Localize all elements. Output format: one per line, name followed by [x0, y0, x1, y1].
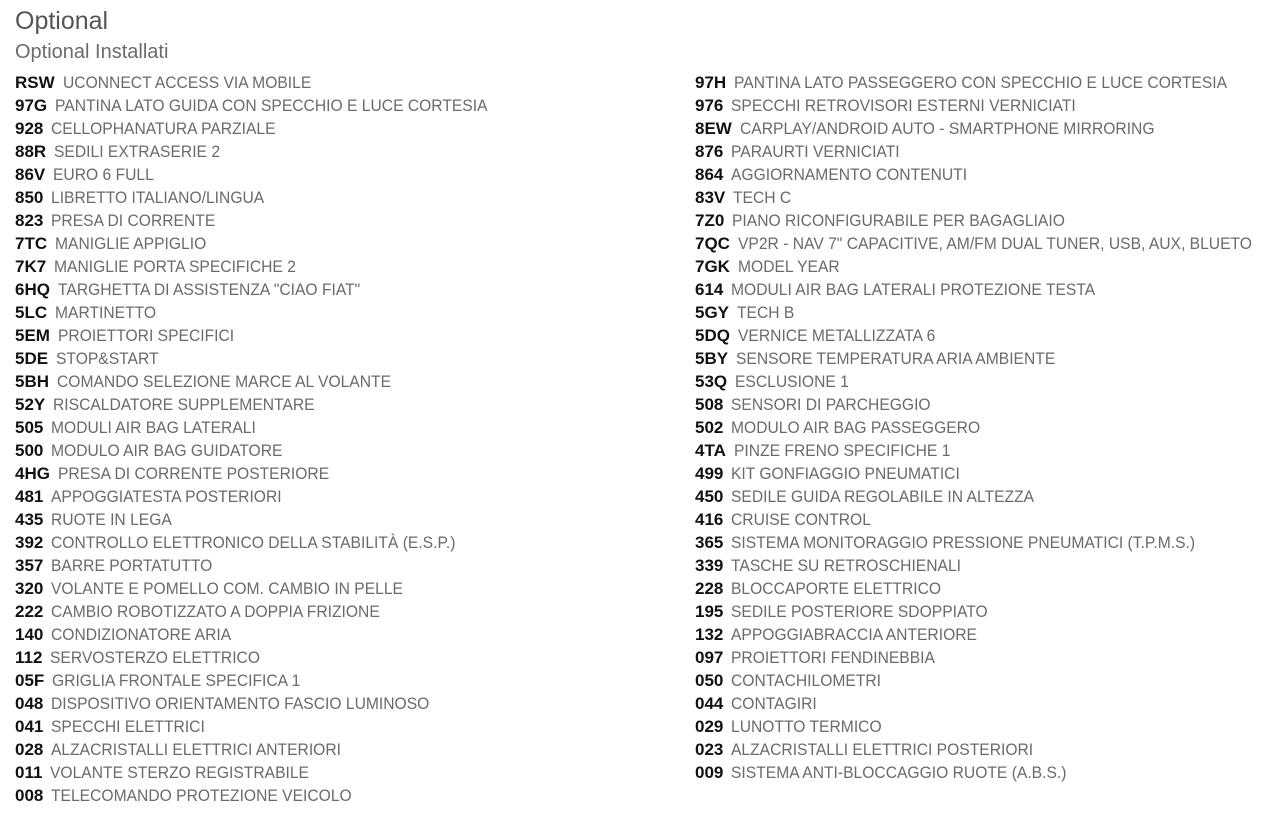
- option-description: ALZACRISTALLI ELETTRICI POSTERIORI: [731, 740, 1034, 759]
- option-description: SEDILE POSTERIORE SDOPPIATO: [731, 602, 989, 621]
- option-code: 140: [15, 625, 44, 644]
- list-item: [695, 186, 1270, 209]
- option-code: 435: [15, 510, 44, 529]
- option-code: 112: [15, 648, 43, 667]
- list-item: [695, 393, 1270, 416]
- option-code: 4HG: [15, 464, 50, 483]
- option-code: 8EW: [695, 119, 732, 138]
- option-description: CONTAGIRI: [731, 694, 818, 713]
- option-description: SENSORI DI PARCHEGGIO: [731, 395, 931, 414]
- list-item: [695, 439, 1270, 462]
- option-description: MANIGLIE PORTA SPECIFICHE 2: [54, 257, 297, 276]
- option-code: 508: [695, 395, 724, 414]
- option-code: 5DQ: [695, 326, 730, 345]
- list-item: [15, 393, 695, 416]
- list-item: [15, 439, 695, 462]
- option-description: PIANO RICONFIGURABILE PER BAGAGLIAIO: [732, 211, 1066, 230]
- option-code: 500: [15, 441, 44, 460]
- option-code: 097: [695, 648, 724, 667]
- option-code: 4TA: [695, 441, 726, 460]
- option-code: 7GK: [695, 257, 730, 276]
- option-code: 5LC: [15, 303, 48, 322]
- option-code: 614: [695, 280, 724, 299]
- option-code: 7Z0: [695, 211, 725, 230]
- option-description: PANTINA LATO GUIDA CON SPECCHIO E LUCE CORTESIA: [55, 96, 488, 115]
- option-description: TASCHE SU RETROSCHIENALI: [731, 556, 962, 575]
- option-code: 97H: [695, 73, 727, 92]
- option-code: 5DE: [15, 349, 49, 368]
- list-item: [15, 692, 695, 715]
- list-item: [15, 117, 695, 140]
- list-item: [695, 715, 1270, 738]
- option-code: 365: [695, 533, 724, 552]
- option-description: SISTEMA ANTI-BLOCCAGGIO RUOTE (A.B.S.): [731, 763, 1067, 782]
- list-item: [15, 462, 695, 485]
- list-item: [695, 416, 1270, 439]
- option-description: STOP&START: [56, 349, 159, 368]
- list-item: [695, 209, 1270, 232]
- option-code: 53Q: [695, 372, 728, 391]
- option-description: GRIGLIA FRONTALE SPECIFICA 1: [52, 671, 301, 690]
- option-code: 228: [695, 579, 724, 598]
- option-description: VOLANTE E POMELLO COM. CAMBIO IN PELLE: [51, 579, 404, 598]
- option-description: TARGHETTA DI ASSISTENZA "CIAO FIAT": [57, 280, 361, 299]
- list-item: [15, 669, 695, 692]
- list-item: [695, 140, 1270, 163]
- option-description: APPOGGIATESTA POSTERIORI: [51, 487, 282, 506]
- option-code: 5BY: [695, 349, 729, 368]
- option-description: SEDILE GUIDA REGOLABILE IN ALTEZZA: [731, 487, 1035, 506]
- list-item: [15, 255, 695, 278]
- option-code: 009: [695, 763, 724, 782]
- option-code: 028: [15, 740, 44, 759]
- option-code: 132: [695, 625, 724, 644]
- option-description: CONDIZIONATORE ARIA: [51, 625, 232, 644]
- option-code: 86V: [15, 165, 46, 184]
- list-item: [695, 738, 1270, 761]
- option-description: SERVOSTERZO ELETTRICO: [50, 648, 261, 667]
- option-description: CONTROLLO ELETTRONICO DELLA STABILITÀ (E.S.P.): [51, 533, 456, 552]
- option-description: MODULO AIR BAG GUIDATORE: [51, 441, 283, 460]
- list-item: [695, 163, 1270, 186]
- option-description: EURO 6 FULL: [53, 165, 155, 184]
- option-description: SEDILI EXTRASERIE 2: [54, 142, 221, 161]
- list-item: [15, 623, 695, 646]
- list-item: [15, 600, 695, 623]
- option-code: 044: [695, 694, 724, 713]
- list-item: [15, 554, 695, 577]
- list-item: [695, 669, 1270, 692]
- option-code: 97G: [15, 96, 48, 115]
- list-item: [15, 301, 695, 324]
- list-item: [695, 94, 1270, 117]
- option-code: 023: [695, 740, 724, 759]
- list-item: [15, 278, 695, 301]
- option-description: BARRE PORTATUTTO: [51, 556, 213, 575]
- option-code: 048: [15, 694, 44, 713]
- optional-page: [15, 0, 1270, 807]
- list-item: [15, 784, 695, 807]
- list-item: [15, 94, 695, 117]
- optional-list: [15, 71, 1270, 807]
- list-item: [15, 761, 695, 784]
- option-code: 416: [695, 510, 724, 529]
- option-code: 011: [15, 763, 43, 782]
- list-item: [15, 232, 695, 255]
- option-code: 5GY: [695, 303, 730, 322]
- option-description: COMANDO SELEZIONE MARCE AL VOLANTE: [57, 372, 392, 391]
- option-code: 320: [15, 579, 44, 598]
- list-item: [695, 232, 1270, 255]
- list-item: [15, 140, 695, 163]
- option-code: 52Y: [15, 395, 46, 414]
- option-description: LUNOTTO TERMICO: [731, 717, 882, 736]
- option-description: MANIGLIE APPIGLIO: [55, 234, 207, 253]
- option-code: 195: [695, 602, 724, 621]
- list-item: [695, 370, 1270, 393]
- option-code: 222: [15, 602, 44, 621]
- option-description: SENSORE TEMPERATURA ARIA AMBIENTE: [736, 349, 1056, 368]
- list-item: [695, 600, 1270, 623]
- option-description: VERNICE METALLIZZATA 6: [737, 326, 936, 345]
- option-code: 6HQ: [15, 280, 50, 299]
- option-code: 450: [695, 487, 724, 506]
- optional-column-left: [15, 71, 695, 807]
- list-item: [695, 255, 1270, 278]
- option-code: 7QC: [695, 234, 730, 253]
- option-code: 7K7: [15, 257, 47, 276]
- option-description: DISPOSITIVO ORIENTAMENTO FASCIO LUMINOSO: [51, 694, 430, 713]
- list-item: [15, 416, 695, 439]
- option-code: 850: [15, 188, 44, 207]
- option-description: PARAURTI VERNICIATI: [731, 142, 900, 161]
- option-description: AGGIORNAMENTO CONTENUTI: [731, 165, 968, 184]
- option-description: VP2R - NAV 7" CAPACITIVE, AM/FM DUAL TUNER, USB, AUX, BLUETO: [737, 234, 1252, 253]
- option-description: APPOGGIABRACCIA ANTERIORE: [731, 625, 978, 644]
- option-code: 876: [695, 142, 724, 161]
- list-item: [15, 324, 695, 347]
- option-description: CARPLAY/ANDROID AUTO - SMARTPHONE MIRRORING: [739, 119, 1155, 138]
- list-item: [695, 623, 1270, 646]
- list-item: [695, 531, 1270, 554]
- option-description: MODULI AIR BAG LATERALI PROTEZIONE TESTA: [731, 280, 1096, 299]
- list-item: [695, 485, 1270, 508]
- option-description: BLOCCAPORTE ELETTRICO: [731, 579, 942, 598]
- option-description: SPECCHI ELETTRICI: [51, 717, 206, 736]
- option-code: 05F: [15, 671, 45, 690]
- list-item: [695, 278, 1270, 301]
- option-code: 505: [15, 418, 44, 437]
- list-item: [695, 554, 1270, 577]
- option-code: 008: [15, 786, 44, 805]
- optional-column-right: [695, 71, 1270, 807]
- option-description: TECH B: [737, 303, 795, 322]
- list-item: [695, 347, 1270, 370]
- option-description: PRESA DI CORRENTE POSTERIORE: [57, 464, 330, 483]
- list-item: [15, 186, 695, 209]
- page-title: Optional: [15, 7, 109, 35]
- list-item: [695, 301, 1270, 324]
- option-code: 823: [15, 211, 44, 230]
- option-code: 499: [695, 464, 724, 483]
- list-item: [695, 117, 1270, 140]
- option-code: 5EM: [15, 326, 50, 345]
- list-item: [15, 163, 695, 186]
- option-description: PANTINA LATO PASSEGGERO CON SPECCHIO E LUCE CORTESIA: [734, 73, 1228, 92]
- list-item: [15, 577, 695, 600]
- option-description: RISCALDATORE SUPPLEMENTARE: [53, 395, 315, 414]
- list-item: [15, 646, 695, 669]
- list-item: [695, 462, 1270, 485]
- list-item: [695, 761, 1270, 784]
- option-code: 357: [15, 556, 44, 575]
- list-item: [15, 71, 695, 94]
- option-description: SPECCHI RETROVISORI ESTERNI VERNICIATI: [731, 96, 1077, 115]
- option-description: PINZE FRENO SPECIFICHE 1: [733, 441, 951, 460]
- option-description: PROIETTORI FENDINEBBIA: [731, 648, 936, 667]
- option-code: 976: [695, 96, 724, 115]
- list-item: [15, 531, 695, 554]
- option-description: UCONNECT ACCESS VIA MOBILE: [62, 73, 311, 92]
- section-subtitle: Optional Installati: [15, 41, 169, 63]
- list-item: [695, 646, 1270, 669]
- list-item: [15, 738, 695, 761]
- option-description: VOLANTE STERZO REGISTRABILE: [50, 763, 310, 782]
- option-code: 928: [15, 119, 44, 138]
- option-code: 339: [695, 556, 724, 575]
- option-code: 5BH: [15, 372, 50, 391]
- list-item: [695, 692, 1270, 715]
- list-item: [15, 370, 695, 393]
- option-description: CAMBIO ROBOTIZZATO A DOPPIA FRIZIONE: [51, 602, 381, 621]
- option-description: PROIETTORI SPECIFICI: [57, 326, 235, 345]
- list-item: [695, 71, 1270, 94]
- option-description: PRESA DI CORRENTE: [51, 211, 216, 230]
- option-description: SISTEMA MONITORAGGIO PRESSIONE PNEUMATICI (T.P.M.S.): [731, 533, 1196, 552]
- option-code: 83V: [695, 188, 726, 207]
- option-code: 481: [15, 487, 44, 506]
- option-description: MODULI AIR BAG LATERALI: [51, 418, 257, 437]
- option-description: CONTACHILOMETRI: [731, 671, 882, 690]
- option-code: 864: [695, 165, 724, 184]
- option-description: TECH C: [733, 188, 792, 207]
- list-item: [15, 485, 695, 508]
- option-description: LIBRETTO ITALIANO/LINGUA: [51, 188, 265, 207]
- option-description: MODULO AIR BAG PASSEGGERO: [731, 418, 981, 437]
- list-item: [695, 577, 1270, 600]
- list-item: [15, 508, 695, 531]
- option-code: 502: [695, 418, 724, 437]
- option-code: 88R: [15, 142, 47, 161]
- option-description: MARTINETTO: [55, 303, 157, 322]
- option-description: RUOTE IN LEGA: [51, 510, 173, 529]
- option-description: CELLOPHANATURA PARZIALE: [51, 119, 276, 138]
- option-code: RSW: [15, 73, 55, 92]
- option-description: KIT GONFIAGGIO PNEUMATICI: [731, 464, 961, 483]
- option-description: CRUISE CONTROL: [731, 510, 872, 529]
- option-description: ALZACRISTALLI ELETTRICI ANTERIORI: [51, 740, 342, 759]
- option-code: 041: [15, 717, 44, 736]
- option-description: MODEL YEAR: [737, 257, 840, 276]
- list-item: [695, 324, 1270, 347]
- option-description: ESCLUSIONE 1: [735, 372, 850, 391]
- option-code: 029: [695, 717, 724, 736]
- option-code: 7TC: [15, 234, 48, 253]
- option-code: 050: [695, 671, 724, 690]
- list-item: [15, 347, 695, 370]
- list-item: [15, 715, 695, 738]
- list-item: [15, 209, 695, 232]
- option-code: 392: [15, 533, 44, 552]
- option-description: TELECOMANDO PROTEZIONE VEICOLO: [51, 786, 353, 805]
- list-item: [695, 508, 1270, 531]
